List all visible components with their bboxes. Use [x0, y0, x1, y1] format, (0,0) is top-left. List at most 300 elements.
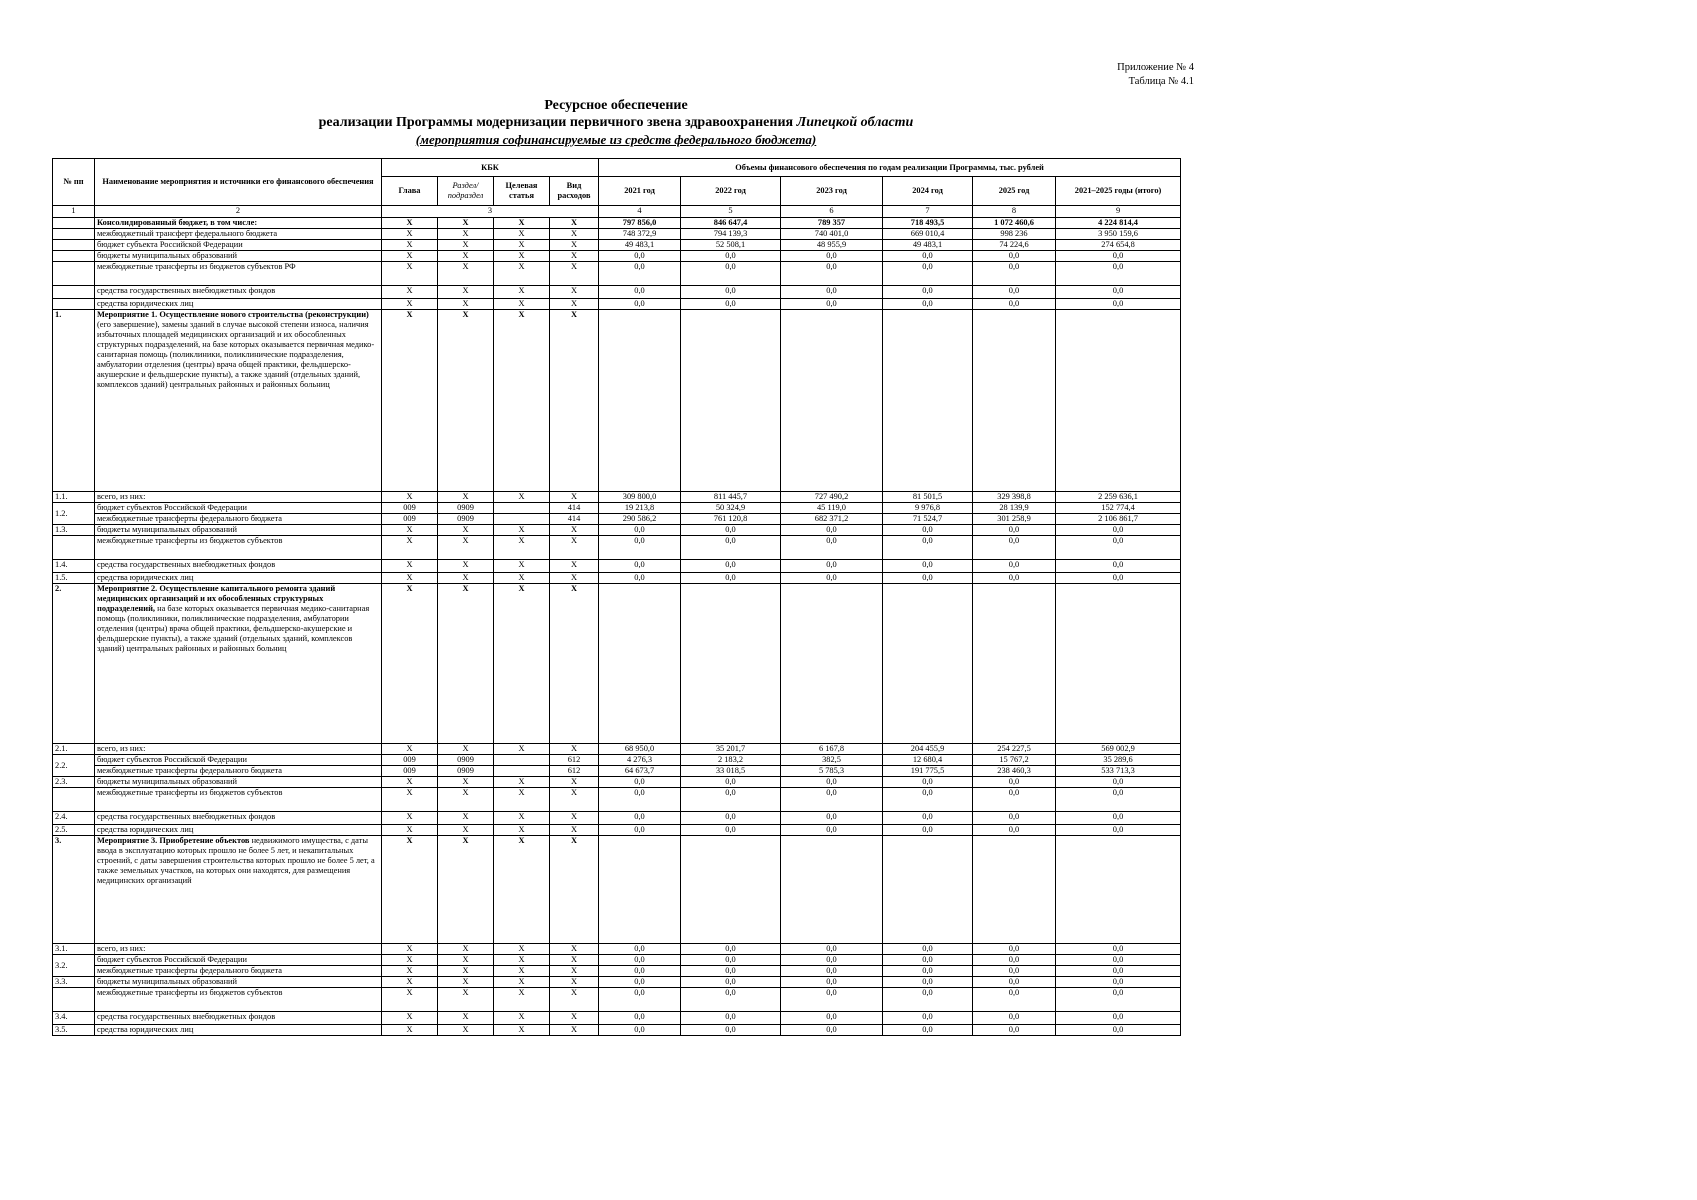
kbk-cell: 009 — [382, 514, 438, 525]
table-row — [53, 584, 1181, 744]
value-cell — [781, 310, 883, 492]
value-cell: 0,0 — [973, 812, 1056, 825]
table-body — [53, 218, 1181, 1036]
value-cell: 152 774,4 — [1056, 503, 1181, 514]
row-name: бюджет субъектов Российской Федерации — [95, 955, 382, 966]
row-name: средства юридических лиц — [95, 299, 382, 310]
kbk-cell: X — [438, 310, 494, 492]
annex-line-2: Таблица № 4.1 — [1128, 76, 1194, 87]
value-cell: 6 167,8 — [781, 744, 883, 755]
kbk-cell: X — [382, 977, 438, 988]
header-kbk-section: Раздел/ подраздел — [438, 177, 494, 206]
kbk-cell — [494, 766, 550, 777]
row-name: всего, из них: — [95, 944, 382, 955]
value-cell: 533 713,3 — [1056, 766, 1181, 777]
row-name: межбюджетные трансферты из бюджетов субъектов РФ — [95, 262, 382, 286]
kbk-cell: X — [550, 262, 599, 286]
kbk-cell: X — [494, 229, 550, 240]
table-row — [53, 944, 1181, 955]
value-cell: 35 289,6 — [1056, 755, 1181, 766]
value-cell: 4 224 814,4 — [1056, 218, 1181, 229]
value-cell — [681, 584, 781, 744]
value-cell — [973, 584, 1056, 744]
kbk-cell: X — [494, 560, 550, 573]
kbk-cell: X — [382, 966, 438, 977]
value-cell: 0,0 — [681, 988, 781, 1012]
value-cell: 0,0 — [883, 299, 973, 310]
row-name: бюджет субъекта Российской Федерации — [95, 240, 382, 251]
col-number: 7 — [883, 206, 973, 218]
value-cell: 0,0 — [599, 955, 681, 966]
value-cell: 238 460,3 — [973, 766, 1056, 777]
kbk-cell: X — [438, 584, 494, 744]
kbk-cell: X — [494, 584, 550, 744]
kbk-cell: X — [382, 299, 438, 310]
row-number: 3. — [53, 836, 95, 944]
value-cell: 0,0 — [681, 825, 781, 836]
row-name: средства государственных внебюджетных фондов — [95, 812, 382, 825]
value-cell: 0,0 — [883, 560, 973, 573]
table-row — [53, 966, 1181, 977]
value-cell: 0,0 — [681, 286, 781, 299]
kbk-cell: X — [382, 944, 438, 955]
row-name-rest: (его завершение), замены зданий в случае высокой степени износа, наличия избыточных площадей медицинских организаций и их обособленных структурных подразделений, на базе которых оказывается первичная медико-санитарная помощь (поликлиники, поликлинические подразделения, амбулатории отделения (центры) врача общей практики, фельдшерско-акушерские и фельдшерские пункты), а также зданий (отдельных зданий, комплексов зданий) центральных районных и районных больниц — [97, 320, 375, 389]
kbk-cell: X — [438, 836, 494, 944]
value-cell: 0,0 — [883, 955, 973, 966]
kbk-cell: X — [550, 218, 599, 229]
row-name: бюджет субъектов Российской Федерации — [95, 755, 382, 766]
table-row — [53, 777, 1181, 788]
row-name-rest: недвижимого имущества, с даты ввода в эксплуатацию которых прошло не более 5 лет, и некапитальных строений, с даты завершения строительства которых прошло не более 5 лет, а также земельных участков, на которых они находятся, для размещения медицинских организаций — [97, 836, 375, 885]
col-number: 4 — [599, 206, 681, 218]
row-name: межбюджетные трансферты из бюджетов субъектов — [95, 536, 382, 560]
kbk-cell: X — [382, 744, 438, 755]
value-cell: 0,0 — [681, 536, 781, 560]
kbk-cell: X — [382, 251, 438, 262]
value-cell: 33 018,5 — [681, 766, 781, 777]
value-cell: 0,0 — [599, 788, 681, 812]
kbk-cell: X — [382, 536, 438, 560]
header-year-total: 2021–2025 годы (итого) — [1056, 177, 1181, 206]
value-cell: 0,0 — [681, 251, 781, 262]
value-cell: 0,0 — [973, 1012, 1056, 1025]
value-cell: 0,0 — [973, 251, 1056, 262]
kbk-cell: 612 — [550, 755, 599, 766]
kbk-cell: X — [438, 812, 494, 825]
row-number — [53, 240, 95, 251]
value-cell: 0,0 — [973, 262, 1056, 286]
value-cell — [883, 310, 973, 492]
value-cell — [883, 584, 973, 744]
kbk-cell: X — [382, 825, 438, 836]
col-number: 5 — [681, 206, 781, 218]
kbk-cell: 009 — [382, 503, 438, 514]
row-name-bold: Мероприятие 2. Осуществление капитального ремонта зданий медицинских организаций и их обособленных структурных подразделений, — [97, 584, 336, 613]
col-number: 3 — [382, 206, 599, 218]
value-cell — [883, 836, 973, 944]
table-row — [53, 525, 1181, 536]
row-number: 2.3. — [53, 777, 95, 788]
header-kbk: КБК — [382, 159, 599, 177]
value-cell: 846 647,4 — [681, 218, 781, 229]
value-cell: 0,0 — [1056, 977, 1181, 988]
row-number: 2.1. — [53, 744, 95, 755]
value-cell — [973, 310, 1056, 492]
value-cell: 0,0 — [883, 825, 973, 836]
row-number — [53, 229, 95, 240]
kbk-cell: X — [382, 492, 438, 503]
kbk-cell: X — [438, 788, 494, 812]
kbk-cell: X — [550, 240, 599, 251]
value-cell: 0,0 — [599, 1025, 681, 1036]
value-cell: 0,0 — [599, 966, 681, 977]
kbk-cell: X — [382, 836, 438, 944]
header-year-2022: 2022 год — [681, 177, 781, 206]
row-name: всего, из них: — [95, 492, 382, 503]
kbk-cell: X — [550, 836, 599, 944]
table-row — [53, 503, 1181, 514]
value-cell: 0,0 — [973, 988, 1056, 1012]
value-cell: 0,0 — [883, 525, 973, 536]
kbk-cell: X — [550, 744, 599, 755]
value-cell: 2 183,2 — [681, 755, 781, 766]
kbk-cell: X — [382, 573, 438, 584]
row-number — [53, 251, 95, 262]
kbk-cell: X — [438, 251, 494, 262]
kbk-cell: 009 — [382, 755, 438, 766]
value-cell: 0,0 — [781, 286, 883, 299]
value-cell: 0,0 — [781, 944, 883, 955]
kbk-cell: X — [494, 744, 550, 755]
value-cell: 0,0 — [781, 788, 883, 812]
value-cell: 669 010,4 — [883, 229, 973, 240]
kbk-cell: X — [438, 944, 494, 955]
kbk-cell: X — [550, 310, 599, 492]
value-cell: 0,0 — [681, 573, 781, 584]
value-cell: 0,0 — [681, 299, 781, 310]
kbk-cell: X — [494, 777, 550, 788]
row-number: 1.2. — [53, 503, 95, 525]
col-number: 8 — [973, 206, 1056, 218]
kbk-cell: X — [438, 262, 494, 286]
value-cell: 0,0 — [883, 1012, 973, 1025]
value-cell: 64 673,7 — [599, 766, 681, 777]
value-cell: 204 455,9 — [883, 744, 973, 755]
value-cell — [1056, 310, 1181, 492]
value-cell: 12 680,4 — [883, 755, 973, 766]
table-row — [53, 229, 1181, 240]
value-cell: 0,0 — [973, 525, 1056, 536]
kbk-cell: X — [382, 788, 438, 812]
value-cell: 0,0 — [1056, 1012, 1181, 1025]
kbk-cell: X — [438, 299, 494, 310]
row-number: 2.2. — [53, 755, 95, 777]
value-cell: 0,0 — [973, 536, 1056, 560]
kbk-cell: X — [438, 966, 494, 977]
row-name: межбюджетные трансферты из бюджетов субъектов — [95, 788, 382, 812]
value-cell: 0,0 — [599, 812, 681, 825]
value-cell: 301 258,9 — [973, 514, 1056, 525]
row-number: 1.5. — [53, 573, 95, 584]
kbk-cell: X — [550, 229, 599, 240]
kbk-cell: X — [494, 286, 550, 299]
kbk-cell: X — [494, 944, 550, 955]
title-line-2-main: реализации Программы модернизации первичного звена здравоохранения — [318, 115, 794, 130]
kbk-cell: X — [550, 584, 599, 744]
value-cell: 0,0 — [781, 573, 883, 584]
kbk-cell: X — [438, 240, 494, 251]
value-cell: 0,0 — [781, 1012, 883, 1025]
value-cell — [781, 584, 883, 744]
value-cell: 0,0 — [1056, 251, 1181, 262]
kbk-cell: X — [382, 812, 438, 825]
kbk-cell: X — [382, 262, 438, 286]
value-cell: 0,0 — [781, 825, 883, 836]
title-line-3: (мероприятия софинансируемые из средств федерального бюджета) — [415, 132, 817, 147]
value-cell: 0,0 — [681, 977, 781, 988]
kbk-cell: X — [550, 977, 599, 988]
value-cell: 0,0 — [883, 777, 973, 788]
row-name — [95, 836, 382, 944]
kbk-cell: X — [550, 988, 599, 1012]
value-cell: 811 445,7 — [681, 492, 781, 503]
kbk-cell: X — [382, 525, 438, 536]
value-cell: 727 490,2 — [781, 492, 883, 503]
header-year-2024: 2024 год — [883, 177, 973, 206]
header-kbk-target: Целевая статья — [494, 177, 550, 206]
value-cell: 0,0 — [781, 262, 883, 286]
value-cell: 794 139,3 — [681, 229, 781, 240]
kbk-cell: X — [438, 977, 494, 988]
value-cell: 0,0 — [681, 1025, 781, 1036]
value-cell: 1 072 460,6 — [973, 218, 1056, 229]
value-cell: 0,0 — [883, 251, 973, 262]
kbk-cell: 0909 — [438, 755, 494, 766]
value-cell: 0,0 — [1056, 944, 1181, 955]
header-num: № пп — [53, 159, 95, 206]
value-cell: 49 483,1 — [599, 240, 681, 251]
kbk-cell: X — [550, 777, 599, 788]
kbk-cell: 009 — [382, 766, 438, 777]
value-cell: 45 119,0 — [781, 503, 883, 514]
table-row — [53, 299, 1181, 310]
value-cell: 761 120,8 — [681, 514, 781, 525]
kbk-cell: X — [494, 573, 550, 584]
value-cell: 0,0 — [1056, 573, 1181, 584]
header-name: Наименование мероприятия и источники его финансового обеспечения — [95, 159, 382, 206]
value-cell: 0,0 — [973, 573, 1056, 584]
value-cell: 0,0 — [883, 944, 973, 955]
table-row — [53, 744, 1181, 755]
row-name-bold: Мероприятие 3. Приобретение объектов — [97, 836, 250, 845]
row-number — [53, 218, 95, 229]
header-volumes: Объемы финансового обеспечения по годам реализации Программы, тыс. рублей — [599, 159, 1181, 177]
row-name: средства государственных внебюджетных фондов — [95, 286, 382, 299]
kbk-cell: X — [494, 251, 550, 262]
row-name: межбюджетные трансферты федерального бюджета — [95, 514, 382, 525]
value-cell: 0,0 — [781, 525, 883, 536]
value-cell: 0,0 — [599, 825, 681, 836]
value-cell: 0,0 — [883, 573, 973, 584]
header-kbk-chapter: Глава — [382, 177, 438, 206]
row-name-bold: Мероприятие 1. Осуществление нового строительства (реконструкции) — [97, 310, 369, 319]
kbk-cell: X — [550, 492, 599, 503]
row-name: Консолидированный бюджет, в том числе: — [95, 218, 382, 229]
kbk-cell: 414 — [550, 503, 599, 514]
value-cell: 0,0 — [681, 955, 781, 966]
kbk-cell: X — [550, 573, 599, 584]
kbk-cell: X — [550, 536, 599, 560]
kbk-cell: 612 — [550, 766, 599, 777]
header-kbk-type: Вид расходов — [550, 177, 599, 206]
kbk-cell: X — [550, 955, 599, 966]
value-cell: 0,0 — [973, 944, 1056, 955]
kbk-cell: X — [438, 492, 494, 503]
value-cell: 0,0 — [1056, 966, 1181, 977]
value-cell: 0,0 — [973, 825, 1056, 836]
row-number: 2.5. — [53, 825, 95, 836]
kbk-cell: X — [438, 218, 494, 229]
table-row — [53, 286, 1181, 299]
value-cell: 0,0 — [883, 1025, 973, 1036]
value-cell: 789 357 — [781, 218, 883, 229]
value-cell: 0,0 — [883, 262, 973, 286]
row-name: средства юридических лиц — [95, 825, 382, 836]
row-name: бюджет субъектов Российской Федерации — [95, 503, 382, 514]
value-cell: 0,0 — [1056, 955, 1181, 966]
value-cell: 0,0 — [781, 251, 883, 262]
value-cell: 0,0 — [781, 299, 883, 310]
value-cell: 0,0 — [599, 988, 681, 1012]
value-cell: 0,0 — [781, 988, 883, 1012]
value-cell: 2 106 861,7 — [1056, 514, 1181, 525]
kbk-cell: X — [438, 536, 494, 560]
title-line-2 — [52, 114, 1180, 132]
value-cell: 28 139,9 — [973, 503, 1056, 514]
kbk-cell: X — [494, 525, 550, 536]
value-cell: 0,0 — [781, 812, 883, 825]
row-number: 1. — [53, 310, 95, 492]
kbk-cell: X — [494, 1012, 550, 1025]
value-cell: 0,0 — [883, 988, 973, 1012]
value-cell: 0,0 — [681, 262, 781, 286]
row-name: межбюджетные трансферты федерального бюджета — [95, 966, 382, 977]
kbk-cell: X — [382, 229, 438, 240]
value-cell: 0,0 — [681, 1012, 781, 1025]
row-number: 1.3. — [53, 525, 95, 536]
col-number: 1 — [53, 206, 95, 218]
table-row — [53, 766, 1181, 777]
annex-line-1: Приложение № 4 — [1117, 62, 1194, 73]
value-cell: 0,0 — [599, 525, 681, 536]
value-cell: 0,0 — [1056, 988, 1181, 1012]
value-cell: 0,0 — [599, 573, 681, 584]
kbk-cell: X — [438, 955, 494, 966]
col-number: 2 — [95, 206, 382, 218]
table-row — [53, 218, 1181, 229]
table-row — [53, 262, 1181, 286]
row-number — [53, 788, 95, 812]
value-cell: 50 324,9 — [681, 503, 781, 514]
kbk-cell: X — [438, 1012, 494, 1025]
value-cell: 0,0 — [599, 944, 681, 955]
value-cell: 748 372,9 — [599, 229, 681, 240]
value-cell: 0,0 — [973, 286, 1056, 299]
row-number — [53, 988, 95, 1012]
row-name-rest: на базе которых оказывается первичная медико-санитарная помощь (поликлиники, поликлинические подразделения, амбулатории отделения (центры) врача общей практики, фельдшерско-акушерские и фельдшерские пункты), а также зданий (отдельных зданий, комплексов зданий) центральных районных и районных больниц — [97, 604, 370, 653]
title-region: Липецкой области — [796, 115, 914, 130]
value-cell: 0,0 — [973, 788, 1056, 812]
row-number — [53, 536, 95, 560]
value-cell: 0,0 — [1056, 262, 1181, 286]
kbk-cell: X — [550, 560, 599, 573]
value-cell: 998 236 — [973, 229, 1056, 240]
kbk-cell: X — [438, 229, 494, 240]
value-cell: 0,0 — [681, 812, 781, 825]
row-number: 3.1. — [53, 944, 95, 955]
value-cell: 0,0 — [781, 1025, 883, 1036]
kbk-cell: X — [438, 825, 494, 836]
kbk-cell: X — [550, 1025, 599, 1036]
value-cell: 3 950 159,6 — [1056, 229, 1181, 240]
table-row — [53, 492, 1181, 503]
value-cell: 0,0 — [681, 525, 781, 536]
value-cell: 35 201,7 — [681, 744, 781, 755]
row-name: средства государственных внебюджетных фондов — [95, 560, 382, 573]
kbk-cell: X — [494, 812, 550, 825]
kbk-cell: X — [382, 988, 438, 1012]
value-cell: 797 856,0 — [599, 218, 681, 229]
kbk-cell: X — [494, 262, 550, 286]
kbk-cell — [494, 755, 550, 766]
row-name: всего, из них: — [95, 744, 382, 755]
kbk-cell: X — [550, 788, 599, 812]
value-cell: 0,0 — [1056, 286, 1181, 299]
value-cell: 0,0 — [1056, 777, 1181, 788]
value-cell: 68 950,0 — [599, 744, 681, 755]
value-cell: 74 224,6 — [973, 240, 1056, 251]
table-row — [53, 514, 1181, 525]
kbk-cell: X — [438, 525, 494, 536]
value-cell: 15 767,2 — [973, 755, 1056, 766]
kbk-cell: X — [382, 955, 438, 966]
header-year-2025: 2025 год — [973, 177, 1056, 206]
table-row — [53, 1012, 1181, 1025]
kbk-cell: 0909 — [438, 503, 494, 514]
kbk-cell: X — [550, 812, 599, 825]
value-cell — [973, 836, 1056, 944]
table-row — [53, 955, 1181, 966]
table-row — [53, 825, 1181, 836]
value-cell: 4 276,3 — [599, 755, 681, 766]
row-number: 1.4. — [53, 560, 95, 573]
kbk-cell: X — [494, 536, 550, 560]
value-cell: 0,0 — [1056, 788, 1181, 812]
kbk-cell: X — [438, 573, 494, 584]
kbk-cell: 0909 — [438, 766, 494, 777]
kbk-cell: X — [382, 584, 438, 744]
value-cell: 71 524,7 — [883, 514, 973, 525]
kbk-cell: X — [550, 966, 599, 977]
value-cell: 0,0 — [973, 1025, 1056, 1036]
row-name: межбюджетные трансферты из бюджетов субъектов — [95, 988, 382, 1012]
resource-table — [52, 158, 1181, 1036]
value-cell: 0,0 — [781, 536, 883, 560]
kbk-cell — [494, 514, 550, 525]
value-cell: 0,0 — [1056, 812, 1181, 825]
value-cell: 0,0 — [883, 788, 973, 812]
value-cell: 2 259 636,1 — [1056, 492, 1181, 503]
